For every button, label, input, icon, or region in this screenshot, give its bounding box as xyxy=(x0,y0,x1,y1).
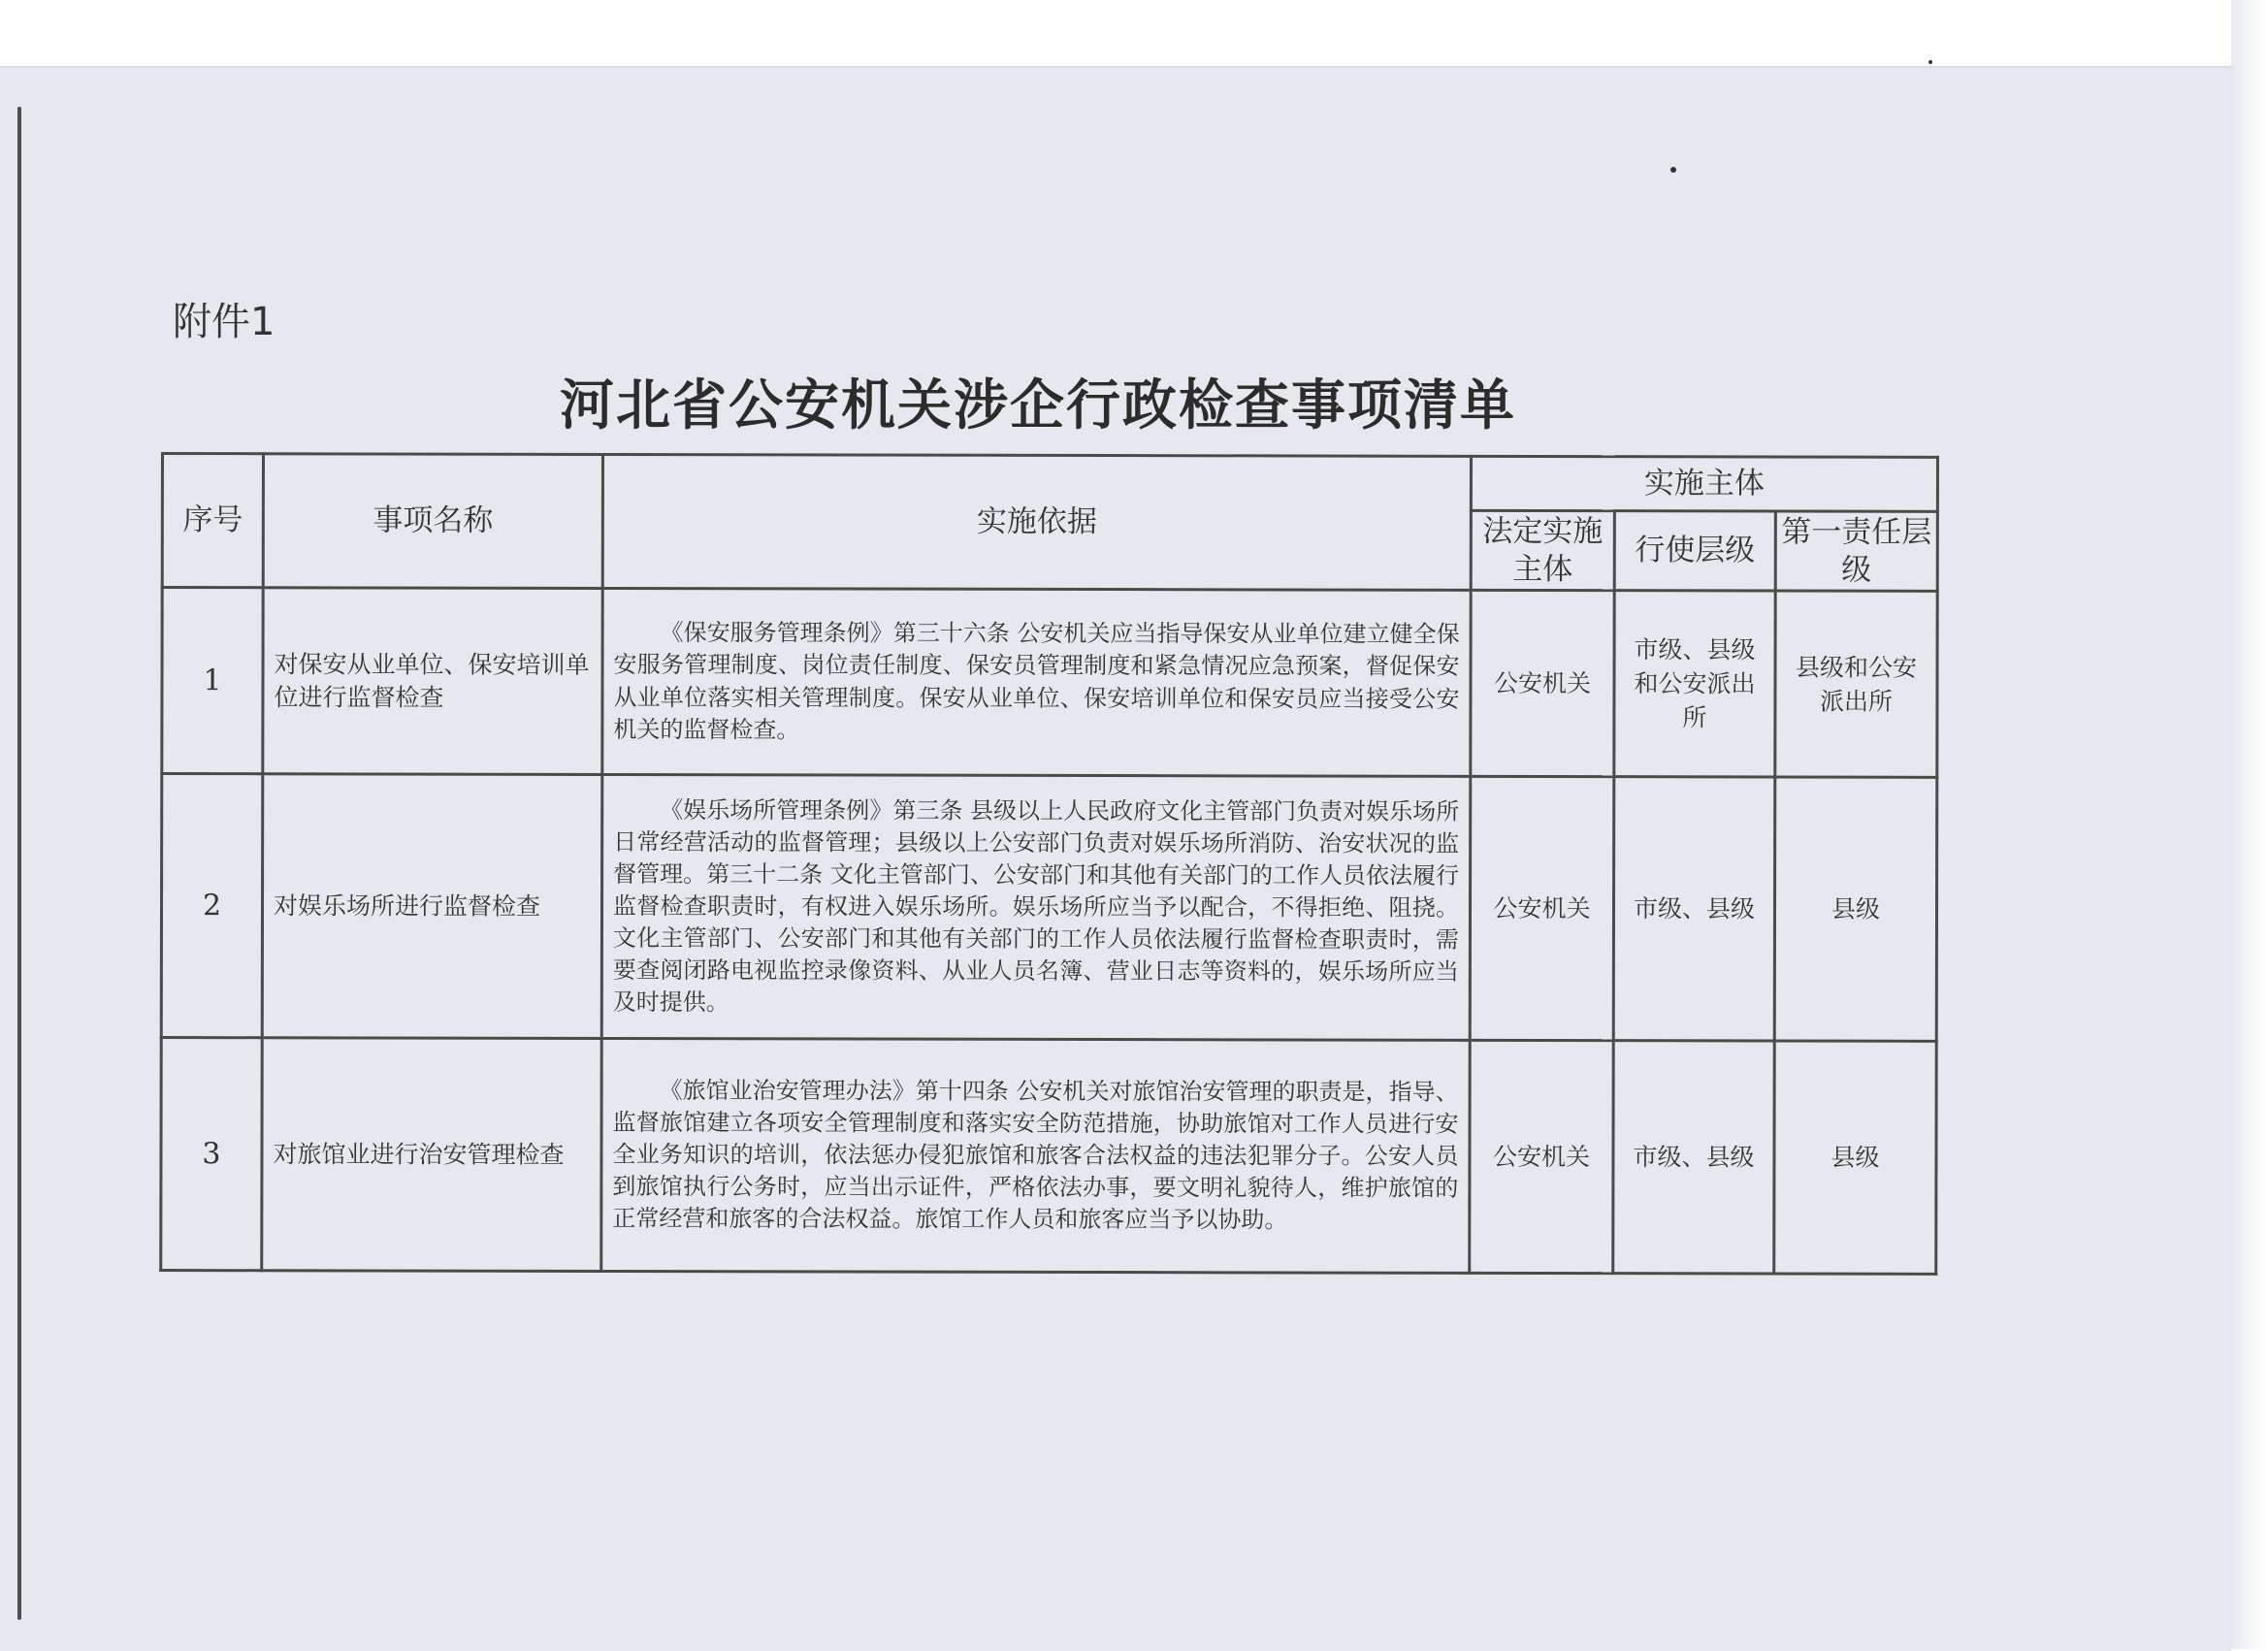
cell-item-name: 对旅馆业进行治安管理检查 xyxy=(262,1038,602,1272)
header-basis: 实施依据 xyxy=(602,454,1471,590)
header-first-responsible-level: 第一责任层级 xyxy=(1775,511,1937,591)
header-item-name: 事项名称 xyxy=(263,454,602,589)
document-title: 河北省公安机关涉企行政检查事项清单 xyxy=(560,373,1516,437)
cell-first-responsible-level: 县级 xyxy=(1774,777,1937,1041)
cell-exercise-level: 市级、县级和公安派出所 xyxy=(1614,591,1775,777)
cell-exercise-level: 市级、县级 xyxy=(1613,1041,1775,1274)
cell-seq: 3 xyxy=(161,1038,263,1271)
cell-seq: 1 xyxy=(162,588,263,774)
cell-legal-implementer: 公安机关 xyxy=(1470,1040,1614,1273)
cell-item-name: 对娱乐场所进行监督检查 xyxy=(262,774,602,1039)
cell-legal-implementer: 公安机关 xyxy=(1470,776,1614,1040)
basis-text: 《旅馆业治安管理办法》第十四条 公安机关对旅馆治安管理的职责是，指导、监督旅馆建立各项安全管理制度和落实安全防范措施，协助旅馆对工作人员进行安全业务知识的培训，依法惩办侵犯旅馆和旅客合法权益的违法犯罪分子。公安人员到旅馆执行公务时，应当出示证件，严格依法办事，要文明礼貌待人，维护旅馆的正常经营和旅客的合法权益。旅馆工作人员和旅客应当予以协助。 xyxy=(612,1076,1459,1234)
cell-seq: 2 xyxy=(161,774,263,1038)
cell-basis xyxy=(601,1038,1471,1273)
cell-basis xyxy=(602,588,1471,776)
basis-text: 《保安服务管理条例》第三十六条 公安机关应当指导保安从业单位建立健全保安服务管理制度、岗位责任制度、保安员管理制度和紧急情况应急预案，督促保安从业单位落实相关管理制度。保安从业单位、保安培训单位和保安员应当接受公安机关的监督检查。 xyxy=(613,619,1460,743)
basis-text: 《娱乐场所管理条例》第三条 县级以上人民政府文化主管部门负责对娱乐场所日常经营活动的监督管理；县级以上公安部门负责对娱乐场所消防、治安状况的监督管理。第三十二条 文化主管部门、公安部门和其他有关部门的工作人员依法履行监督检查职责时，有权进入娱乐场所。娱乐场所应当予以配合，不得拒绝、阻挠。文化主管部门、公安部门和其他有关部门的工作人员依法履行监督检查职责时，需要查阅闭路电视监控录像资料、从业人员名簿、营业日志等资料的，娱乐场所应当及时提供。 xyxy=(612,795,1460,1017)
table-row xyxy=(161,1038,1937,1275)
table-row xyxy=(161,774,1937,1042)
header-implementer-group: 实施主体 xyxy=(1471,456,1937,511)
cell-first-responsible-level: 县级和公安派出所 xyxy=(1775,591,1937,777)
header-seq: 序号 xyxy=(162,454,263,588)
cell-basis xyxy=(601,774,1471,1040)
cell-first-responsible-level: 县级 xyxy=(1774,1041,1937,1274)
scan-edge-mark xyxy=(17,107,21,1620)
scan-right-edge xyxy=(2231,0,2268,1649)
scan-speck xyxy=(1928,60,1932,64)
inspection-items-table xyxy=(159,452,1939,1276)
attachment-label: 附件1 xyxy=(173,300,275,344)
header-legal-implementer: 法定实施主体 xyxy=(1471,510,1614,590)
header-row-1 xyxy=(162,454,1937,512)
cell-item-name: 对保安从业单位、保安培训单位进行监督检查 xyxy=(263,588,602,775)
table-row xyxy=(162,588,1937,778)
cell-exercise-level: 市级、县级 xyxy=(1613,777,1775,1041)
scan-speck xyxy=(1670,167,1676,173)
cell-legal-implementer: 公安机关 xyxy=(1471,590,1614,776)
header-exercise-level: 行使层级 xyxy=(1614,511,1775,591)
